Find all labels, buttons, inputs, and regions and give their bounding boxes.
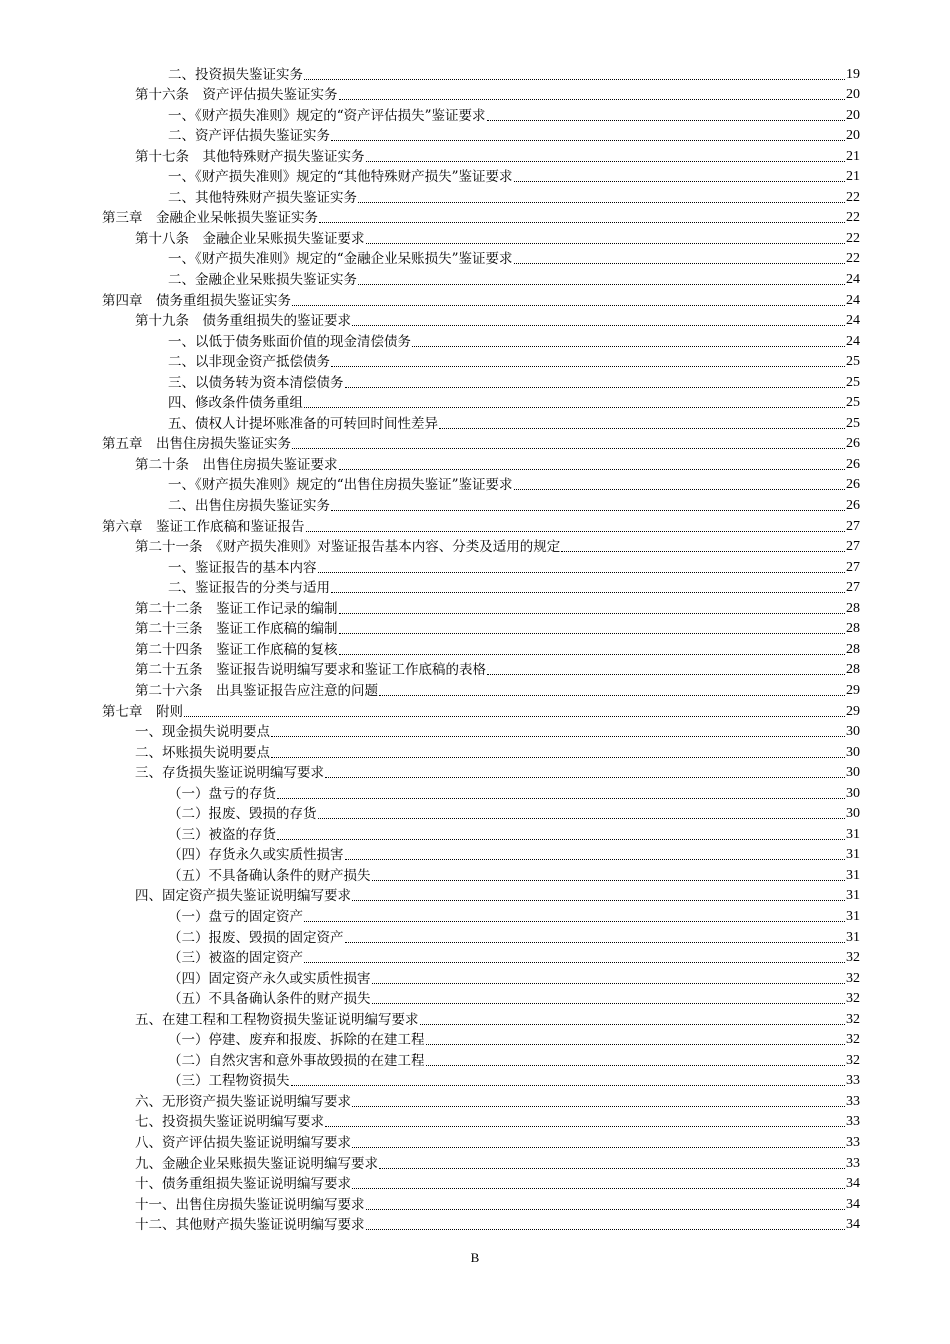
toc-entry-page-number: 33	[846, 1073, 860, 1089]
dot-leader	[514, 488, 845, 490]
toc-entry-page-number: 34	[846, 1217, 860, 1233]
dot-leader	[358, 283, 845, 285]
toc-entry[interactable]	[102, 473, 860, 494]
toc-entry-label: 四、修改条件债务重组	[168, 395, 303, 412]
toc-entry-page-number: 32	[846, 970, 860, 986]
toc-entry[interactable]	[102, 350, 860, 371]
toc-entry-label: 第二十条 出售住房损失鉴证要求	[135, 456, 338, 473]
dot-leader	[366, 1208, 846, 1210]
toc-entry-page-number: 21	[846, 169, 860, 185]
toc-entry-page-number: 31	[846, 929, 860, 945]
toc-entry-label: 第六章 鉴证工作底稿和鉴证报告	[102, 518, 305, 535]
toc-entry-page-number: 31	[846, 826, 860, 842]
toc-entry[interactable]	[102, 452, 860, 473]
table-of-contents	[102, 62, 860, 1233]
toc-entry-page-number: 30	[846, 744, 860, 760]
toc-entry[interactable]	[102, 1172, 860, 1193]
toc-entry-label: 第二十二条 鉴证工作记录的编制	[135, 600, 338, 617]
dot-leader	[352, 1146, 845, 1148]
toc-entry-page-number: 27	[846, 580, 860, 596]
toc-entry[interactable]	[102, 1007, 860, 1028]
toc-entry-label: （三）工程物资损失	[168, 1073, 290, 1090]
dot-leader	[339, 612, 846, 614]
toc-entry-label: 第十九条 债务重组损失的鉴证要求	[135, 313, 351, 330]
toc-entry-page-number: 30	[846, 785, 860, 801]
dot-leader	[372, 982, 846, 984]
dot-leader	[319, 221, 845, 223]
toc-entry[interactable]	[102, 966, 860, 987]
toc-entry-page-number: 22	[846, 230, 860, 246]
toc-entry-label: 三、存货损失鉴证说明编写要求	[135, 765, 324, 782]
toc-entry[interactable]	[102, 103, 860, 124]
toc-entry-label: 一、《财产损失准则》规定的“资产评估损失”鉴证要求	[168, 107, 486, 124]
dot-leader	[379, 694, 845, 696]
toc-entry[interactable]	[102, 596, 860, 617]
dot-leader	[514, 262, 845, 264]
toc-entry-page-number: 28	[846, 662, 860, 678]
toc-entry[interactable]	[102, 637, 860, 658]
toc-entry-page-number: 27	[846, 518, 860, 534]
dot-leader	[372, 1002, 846, 1004]
toc-entry-page-number: 27	[846, 539, 860, 555]
toc-entry-label: （二）报废、毁损的固定资产	[168, 929, 344, 946]
toc-entry-label: 一、以低于债务账面价值的现金清偿债务	[168, 333, 411, 350]
toc-entry[interactable]	[102, 761, 860, 782]
toc-entry-page-number: 31	[846, 847, 860, 863]
toc-entry-label: 四、固定资产损失鉴证说明编写要求	[135, 888, 351, 905]
toc-entry[interactable]	[102, 165, 860, 186]
toc-entry-label: （五）不具备确认条件的财产损失	[168, 991, 371, 1008]
toc-entry[interactable]	[102, 391, 860, 412]
toc-entry-page-number: 27	[846, 559, 860, 575]
toc-entry-label: 二、资产评估损失鉴证实务	[168, 128, 330, 145]
dot-leader	[304, 78, 845, 80]
toc-entry[interactable]	[102, 514, 860, 535]
toc-entry-label: 第七章 附则	[102, 703, 183, 720]
dot-leader	[358, 201, 845, 203]
toc-entry-page-number: 22	[846, 251, 860, 267]
toc-entry-label: 二、坏账损失说明要点	[135, 744, 270, 761]
dot-leader	[420, 1023, 846, 1025]
toc-entry-label: 十一、出售住房损失鉴证说明编写要求	[135, 1196, 365, 1213]
toc-entry[interactable]	[102, 1110, 860, 1131]
dot-leader	[304, 406, 845, 408]
toc-entry-page-number: 21	[846, 148, 860, 164]
toc-entry-label: 五、债权人计提坏账准备的可转回时间性差异	[168, 415, 438, 432]
toc-entry[interactable]	[102, 1192, 860, 1213]
toc-entry-page-number: 32	[846, 991, 860, 1007]
toc-entry[interactable]	[102, 904, 860, 925]
toc-entry[interactable]	[102, 1213, 860, 1234]
toc-entry-label: 二、金融企业呆账损失鉴证实务	[168, 272, 357, 289]
dot-leader	[339, 468, 846, 470]
toc-entry-page-number: 33	[846, 1155, 860, 1171]
toc-entry[interactable]	[102, 822, 860, 843]
toc-entry[interactable]	[102, 309, 860, 330]
toc-entry[interactable]	[102, 740, 860, 761]
toc-entry-label: 七、投资损失鉴证说明编写要求	[135, 1114, 324, 1131]
toc-entry-page-number: 26	[846, 498, 860, 514]
toc-entry-label: 二、其他特殊财产损失鉴证实务	[168, 189, 357, 206]
dot-leader	[291, 1084, 846, 1086]
dot-leader	[352, 899, 845, 901]
toc-entry[interactable]	[102, 802, 860, 823]
dot-leader	[561, 550, 845, 552]
dot-leader	[345, 858, 846, 860]
dot-leader	[345, 386, 846, 388]
toc-entry-page-number: 32	[846, 1052, 860, 1068]
dot-leader	[366, 242, 846, 244]
dot-leader	[352, 324, 845, 326]
toc-entry-label: （二）报废、毁损的存货	[168, 806, 317, 823]
toc-entry-page-number: 30	[846, 724, 860, 740]
dot-leader	[292, 304, 845, 306]
toc-entry-page-number: 33	[846, 1134, 860, 1150]
dot-leader	[318, 571, 846, 573]
toc-entry-page-number: 34	[846, 1176, 860, 1192]
dot-leader	[366, 160, 846, 162]
toc-entry[interactable]	[102, 432, 860, 453]
toc-entry-label: 九、金融企业呆账损失鉴证说明编写要求	[135, 1155, 378, 1172]
toc-entry-label: 二、投资损失鉴证实务	[168, 66, 303, 83]
toc-entry-label: 第十七条 其他特殊财产损失鉴证实务	[135, 148, 365, 165]
page-footer-label: B	[470, 1250, 480, 1265]
toc-entry[interactable]	[102, 658, 860, 679]
dot-leader	[352, 1187, 845, 1189]
toc-entry-label: 五、在建工程和工程物资损失鉴证说明编写要求	[135, 1011, 419, 1028]
dot-leader	[306, 530, 846, 532]
dot-leader	[292, 447, 845, 449]
dot-leader	[304, 920, 845, 922]
toc-entry-label: 二、鉴证报告的分类与适用	[168, 580, 330, 597]
toc-entry-label: （五）不具备确认条件的财产损失	[168, 867, 371, 884]
toc-entry-label: 第四章 债务重组损失鉴证实务	[102, 292, 291, 309]
toc-entry[interactable]	[102, 206, 860, 227]
dot-leader	[184, 715, 845, 717]
toc-entry[interactable]	[102, 535, 860, 556]
toc-entry-label: 第二十三条 鉴证工作底稿的编制	[135, 621, 338, 638]
toc-entry-page-number: 20	[846, 87, 860, 103]
dot-leader	[277, 838, 845, 840]
toc-entry[interactable]	[102, 987, 860, 1008]
toc-entry-label: （三）被盗的存货	[168, 826, 276, 843]
toc-entry-label: （一）停建、废弃和报废、拆除的在建工程	[168, 1032, 425, 1049]
toc-entry-page-number: 33	[846, 1093, 860, 1109]
toc-entry-page-number: 28	[846, 641, 860, 657]
toc-entry-label: 第十八条 金融企业呆账损失鉴证要求	[135, 230, 365, 247]
toc-entry-label: 三、以债务转为资本清偿债务	[168, 374, 344, 391]
dot-leader	[426, 1064, 846, 1066]
toc-entry[interactable]	[102, 1130, 860, 1151]
dot-leader	[325, 1125, 845, 1127]
toc-entry-page-number: 28	[846, 621, 860, 637]
toc-entry[interactable]	[102, 555, 860, 576]
toc-entry-label: 第二十六条 出具鉴证报告应注意的问题	[135, 682, 378, 699]
toc-entry[interactable]	[102, 863, 860, 884]
dot-leader	[352, 1105, 845, 1107]
dot-leader	[345, 941, 846, 943]
toc-entry-label: 二、出售住房损失鉴证实务	[168, 498, 330, 515]
toc-entry[interactable]	[102, 946, 860, 967]
dot-leader	[339, 98, 846, 100]
toc-entry-page-number: 25	[846, 354, 860, 370]
toc-entry-page-number: 26	[846, 477, 860, 493]
dot-leader	[339, 632, 846, 634]
dot-leader	[339, 653, 846, 655]
toc-entry-page-number: 31	[846, 888, 860, 904]
toc-entry[interactable]	[102, 370, 860, 391]
toc-entry[interactable]	[102, 720, 860, 741]
toc-entry-page-number: 26	[846, 436, 860, 452]
toc-entry-page-number: 24	[846, 313, 860, 329]
dot-leader	[271, 756, 845, 758]
toc-entry[interactable]	[102, 1028, 860, 1049]
toc-entry[interactable]	[102, 267, 860, 288]
toc-entry[interactable]	[102, 62, 860, 83]
toc-entry[interactable]	[102, 576, 860, 597]
toc-entry[interactable]	[102, 247, 860, 268]
dot-leader	[372, 879, 846, 881]
toc-entry-label: （二）自然灾害和意外事故毁损的在建工程	[168, 1052, 425, 1069]
toc-entry-page-number: 30	[846, 806, 860, 822]
toc-entry-label: （四）固定资产永久或实质性损害	[168, 970, 371, 987]
dot-leader	[439, 427, 845, 429]
toc-entry-page-number: 22	[846, 210, 860, 226]
toc-entry-label: 一、现金损失说明要点	[135, 724, 270, 741]
toc-entry-page-number: 29	[846, 682, 860, 698]
toc-entry[interactable]	[102, 144, 860, 165]
toc-entry[interactable]	[102, 1048, 860, 1069]
toc-entry[interactable]	[102, 124, 860, 145]
toc-entry-label: 十、债务重组损失鉴证说明编写要求	[135, 1176, 351, 1193]
toc-entry-label: 第二十一条 《财产损失准则》对鉴证报告基本内容、分类及适用的规定	[135, 539, 561, 556]
toc-entry-page-number: 22	[846, 189, 860, 205]
toc-entry-page-number: 30	[846, 765, 860, 781]
toc-entry-page-number: 20	[846, 107, 860, 123]
toc-entry[interactable]	[102, 884, 860, 905]
dot-leader	[331, 509, 845, 511]
toc-entry-label: 第二十四条 鉴证工作底稿的复核	[135, 641, 338, 658]
dot-leader	[271, 735, 845, 737]
dot-leader	[412, 345, 845, 347]
toc-entry-page-number: 32	[846, 950, 860, 966]
dot-leader	[426, 1043, 846, 1045]
toc-entry-label: 十二、其他财产损失鉴证说明编写要求	[135, 1217, 365, 1234]
toc-entry[interactable]	[102, 925, 860, 946]
toc-entry-label: 一、《财产损失准则》规定的“其他特殊财产损失”鉴证要求	[168, 169, 513, 186]
toc-entry-page-number: 32	[846, 1032, 860, 1048]
toc-entry-label: （四）存货永久或实质性损害	[168, 847, 344, 864]
toc-entry[interactable]	[102, 1069, 860, 1090]
toc-entry[interactable]	[102, 185, 860, 206]
toc-entry[interactable]	[102, 329, 860, 350]
toc-entry[interactable]	[102, 83, 860, 104]
dot-leader	[366, 1228, 846, 1230]
toc-entry[interactable]	[102, 493, 860, 514]
dot-leader	[487, 673, 845, 675]
toc-entry-page-number: 24	[846, 272, 860, 288]
toc-entry[interactable]	[102, 226, 860, 247]
toc-entry-label: 八、资产评估损失鉴证说明编写要求	[135, 1134, 351, 1151]
toc-entry-label: （一）盘亏的固定资产	[168, 908, 303, 925]
dot-leader	[487, 119, 845, 121]
toc-entry-page-number: 25	[846, 415, 860, 431]
toc-entry-page-number: 32	[846, 1011, 860, 1027]
toc-entry[interactable]	[102, 678, 860, 699]
toc-entry[interactable]	[102, 781, 860, 802]
toc-entry-page-number: 31	[846, 908, 860, 924]
toc-entry-label: 第五章 出售住房损失鉴证实务	[102, 436, 291, 453]
dot-leader	[514, 180, 845, 182]
toc-entry-page-number: 20	[846, 128, 860, 144]
toc-entry-label: 一、鉴证报告的基本内容	[168, 559, 317, 576]
toc-entry-label: 六、无形资产损失鉴证说明编写要求	[135, 1093, 351, 1110]
toc-entry[interactable]	[102, 699, 860, 720]
toc-entry-label: （一）盘亏的存货	[168, 785, 276, 802]
dot-leader	[277, 797, 845, 799]
toc-entry-label: 第十六条 资产评估损失鉴证实务	[135, 87, 338, 104]
dot-leader	[331, 365, 845, 367]
toc-entry[interactable]	[102, 617, 860, 638]
dot-leader	[325, 776, 845, 778]
toc-entry-label: 一、《财产损失准则》规定的“出售住房损失鉴证”鉴证要求	[168, 477, 513, 494]
toc-entry-page-number: 26	[846, 456, 860, 472]
dot-leader	[331, 591, 845, 593]
toc-entry-page-number: 25	[846, 395, 860, 411]
toc-entry[interactable]	[102, 411, 860, 432]
toc-entry-label: 二、以非现金资产抵偿债务	[168, 354, 330, 371]
toc-entry-page-number: 25	[846, 374, 860, 390]
toc-entry-page-number: 34	[846, 1196, 860, 1212]
toc-entry[interactable]	[102, 843, 860, 864]
dot-leader	[331, 139, 845, 141]
toc-entry-page-number: 19	[846, 66, 860, 82]
toc-entry-label: 第三章 金融企业呆帐损失鉴证实务	[102, 210, 318, 227]
toc-entry-page-number: 31	[846, 867, 860, 883]
toc-entry-page-number: 28	[846, 600, 860, 616]
dot-leader	[304, 961, 845, 963]
dot-leader	[379, 1167, 845, 1169]
toc-entry-label: 第二十五条 鉴证报告说明编写要求和鉴证工作底稿的表格	[135, 662, 486, 679]
dot-leader	[318, 817, 846, 819]
toc-entry-label: （三）被盗的固定资产	[168, 950, 303, 967]
toc-entry-page-number: 29	[846, 703, 860, 719]
toc-entry-page-number: 24	[846, 292, 860, 308]
toc-entry-page-number: 24	[846, 333, 860, 349]
toc-entry[interactable]	[102, 1151, 860, 1172]
toc-entry-page-number: 33	[846, 1114, 860, 1130]
toc-entry[interactable]	[102, 288, 860, 309]
toc-entry[interactable]	[102, 1089, 860, 1110]
toc-entry-label: 一、《财产损失准则》规定的“金融企业呆账损失”鉴证要求	[168, 251, 513, 268]
